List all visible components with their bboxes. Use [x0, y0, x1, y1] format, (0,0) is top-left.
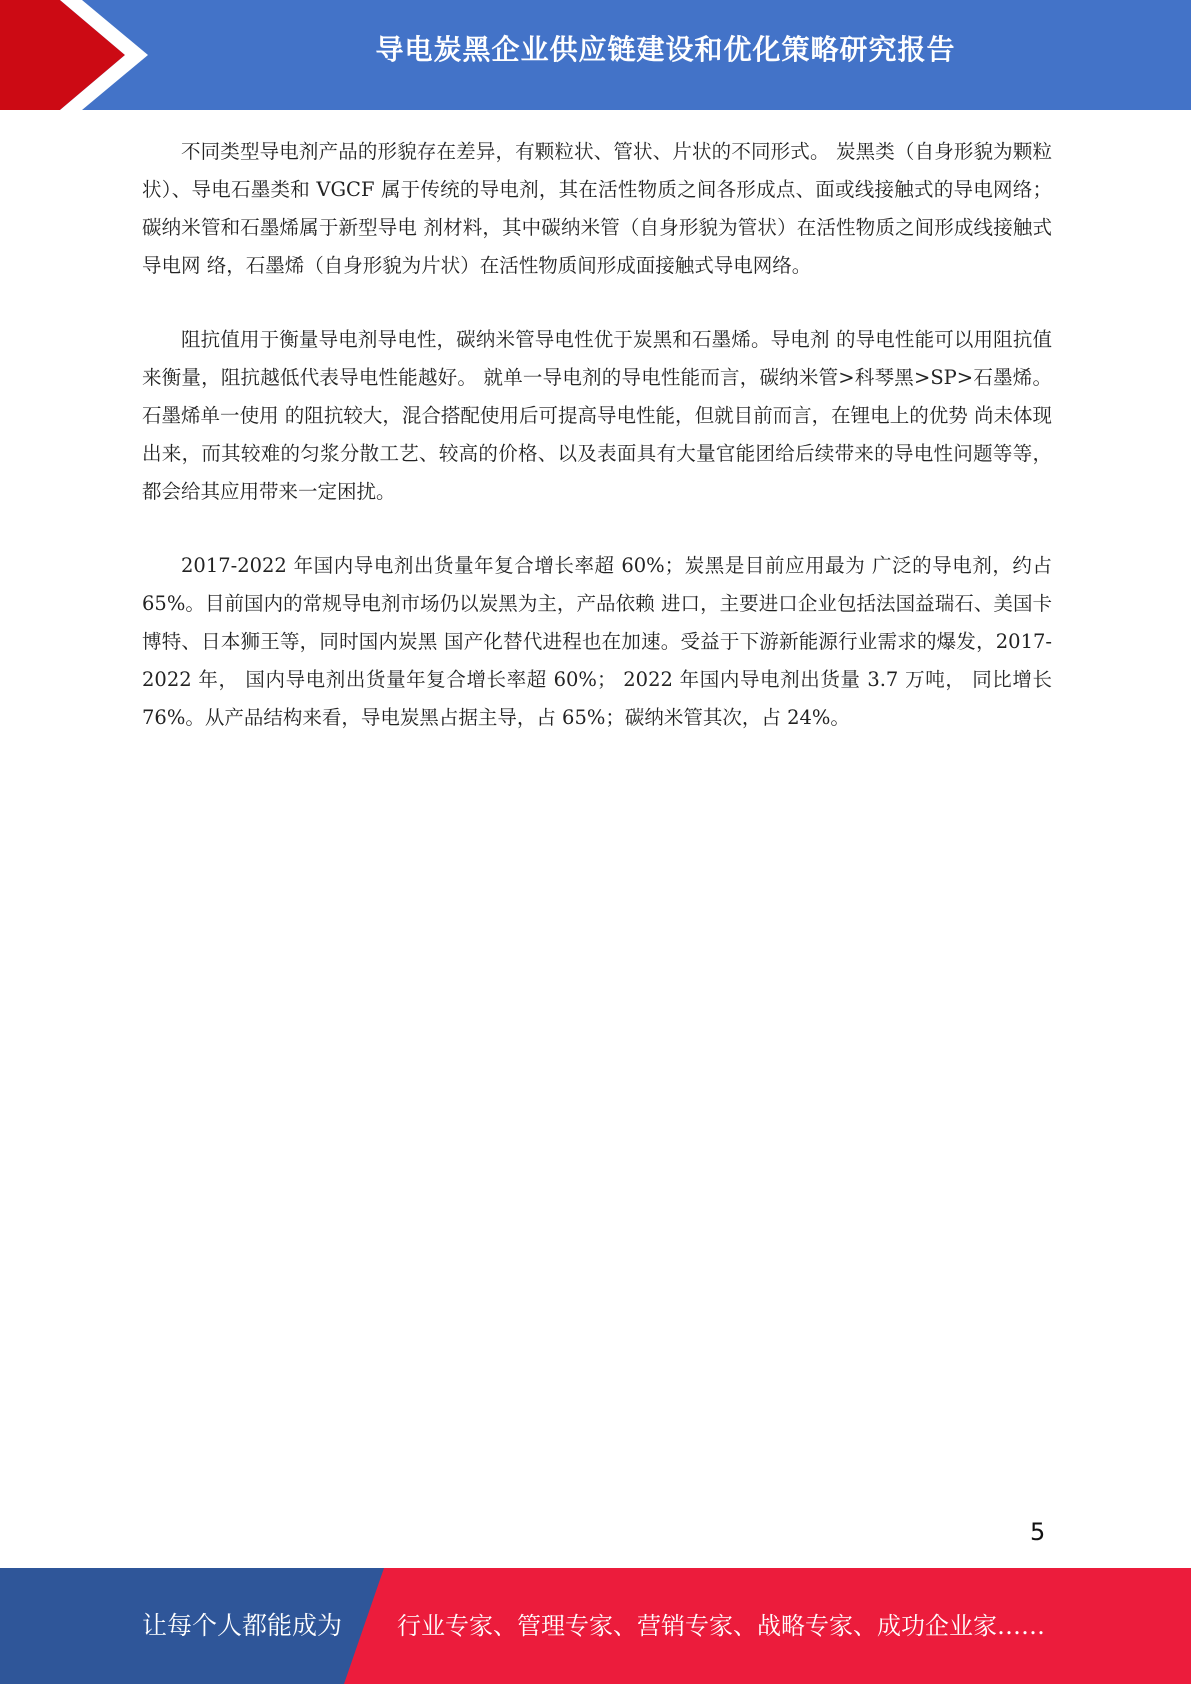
- document-title: 导电炭黑企业供应链建设和优化策略研究报告: [375, 33, 956, 66]
- header-chevron-graphic: [0, 0, 160, 110]
- paragraph-market-growth: 2017-2022 年国内导电剂出货量年复合增长率超 60%；炭黑是目前应用最为 广泛的导电剂，约占 65%。目前国内的常规导电剂市场仍以炭黑为主，产品依赖 进口，主要进口企业包括法国益瑞石、美国卡博特、日本狮王等，同时国内炭黑 国产化替代进程也在加速。受益于下游新能源行业需求的爆发，2017-2022 年， 国内导电剂出货量年复合增长率超 60%； 2022 年国内导电剂出货量 3.7 万吨， 同比增长 76%。从产品结构来看，导电炭黑占据主导，占 65%；碳纳米管其次，占 24%。: [142, 554, 1052, 729]
- page-number: 5: [1030, 1518, 1046, 1546]
- paragraph-morphology: 不同类型导电剂产品的形貌存在差异，有颗粒状、管状、片状的不同形式。 炭黑类（自身形貌为颗粒状）、导电石墨类和 VGCF 属于传统的导电剂，其在活性物质之间各形成点、面或线接触式的导电网络；碳纳米管和石墨烯属于新型导电 剂材料，其中碳纳米管（自身形貌为管状）在活性物质之间形成线接触式导电网 络，石墨烯（自身形貌为片状）在活性物质间形成面接触式导电网络。: [142, 140, 1052, 277]
- body-content: [142, 133, 1052, 773]
- header-red-block: [0, 0, 125, 110]
- footer-slogan-right: 行业专家、管理专家、营销专家、战略专家、成功企业家……: [397, 1612, 1045, 1640]
- paragraph-impedance: 阻抗值用于衡量导电剂导电性，碳纳米管导电性优于炭黑和石墨烯。导电剂 的导电性能可以用阻抗值来衡量，阻抗越低代表导电性能越好。 就单一导电剂的导电性能而言，碳纳米管>科琴黑>SP>石墨烯。石墨烯单一使用 的阻抗较大，混合搭配使用后可提高导电性能，但就目前而言，在锂电上的优势 尚未体现出来，而其较难的匀浆分散工艺、较高的价格、以及表面具有大量官能团给后续带来的导电性问题等等，都会给其应用带来一定困扰。: [142, 328, 1052, 503]
- footer-slogan-left: 让每个人都能成为: [142, 1611, 343, 1640]
- footer-band: [0, 1568, 1191, 1684]
- header-band: [0, 0, 1191, 110]
